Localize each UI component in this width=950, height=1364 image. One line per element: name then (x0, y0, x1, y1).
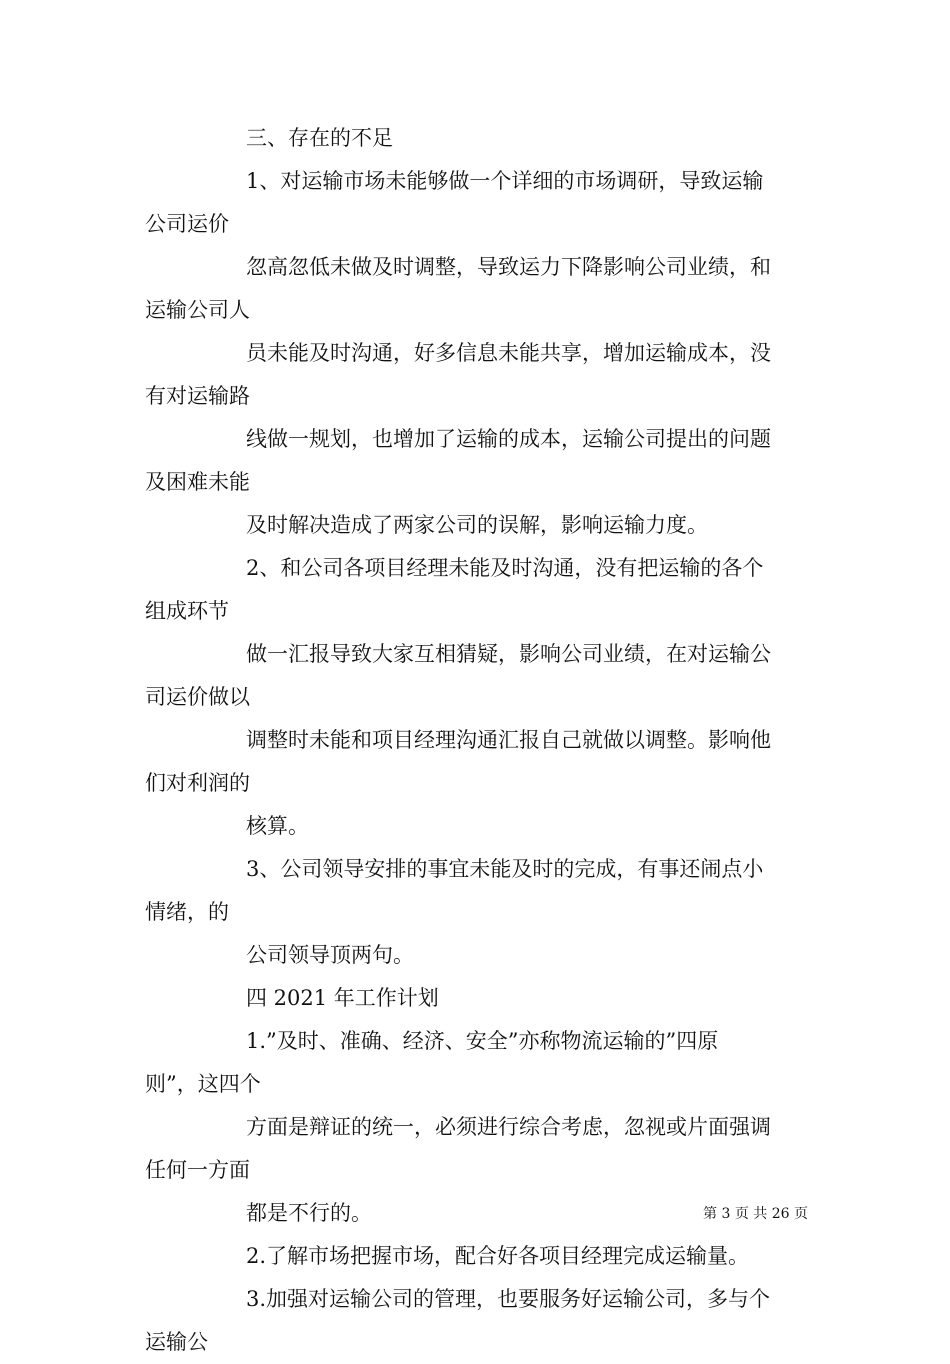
text-line: 有对运输路 (145, 384, 250, 408)
text-line: 3、公司领导安排的事宜未能及时的完成，有事还闹点小 (246, 857, 764, 881)
text-line: 线做一规划，也增加了运输的成本，运输公司提出的问题 (246, 427, 771, 451)
page-footer: 第 3 页 共 26 页 (703, 1206, 808, 1222)
text-line: 2、和公司各项目经理未能及时沟通，没有把运输的各个 (246, 556, 764, 580)
text-line: 及时解决造成了两家公司的误解，影响运输力度。 (246, 513, 708, 537)
text-line: 核算。 (246, 814, 309, 838)
text-line: 则”，这四个 (145, 1072, 261, 1096)
text-line: 运输公司人 (145, 298, 250, 322)
text-line: 调整时未能和项目经理沟通汇报自己就做以调整。影响他 (246, 728, 771, 752)
text-line: 任何一方面 (145, 1158, 250, 1182)
text-line: 运输公 (145, 1330, 208, 1354)
text-line: 公司运价 (145, 212, 229, 236)
text-line: 员未能及时沟通，好多信息未能共享，增加运输成本，没 (246, 341, 771, 365)
text-line: 四 2021 年工作计划 (246, 986, 439, 1010)
text-line: 公司领导顶两句。 (246, 943, 414, 967)
text-line: 司运价做以 (145, 685, 250, 709)
text-line: 忽高忽低未做及时调整，导致运力下降影响公司业绩，和 (246, 255, 771, 279)
text-line: 3.加强对运输公司的管理，也要服务好运输公司，多与个 (246, 1287, 771, 1311)
text-line: 及困难未能 (145, 470, 250, 494)
text-line: 都是不行的。 (246, 1201, 372, 1225)
body-text (145, 117, 805, 1364)
text-line: 1.”及时、准确、经济、安全”亦称物流运输的”四原 (246, 1029, 719, 1053)
text-line: 2.了解市场把握市场，配合好各项目经理完成运输量。 (246, 1244, 750, 1268)
text-line: 1、对运输市场未能够做一个详细的市场调研，导致运输 (246, 169, 764, 193)
text-line: 方面是辩证的统一，必须进行综合考虑，忽视或片面强调 (246, 1115, 771, 1139)
text-line: 们对利润的 (145, 771, 250, 795)
text-line: 做一汇报导致大家互相猜疑，影响公司业绩，在对运输公 (246, 642, 771, 666)
text-line: 情绪，的 (145, 900, 229, 924)
text-line: 组成环节 (145, 599, 229, 623)
text-line: 三、存在的不足 (246, 126, 393, 150)
